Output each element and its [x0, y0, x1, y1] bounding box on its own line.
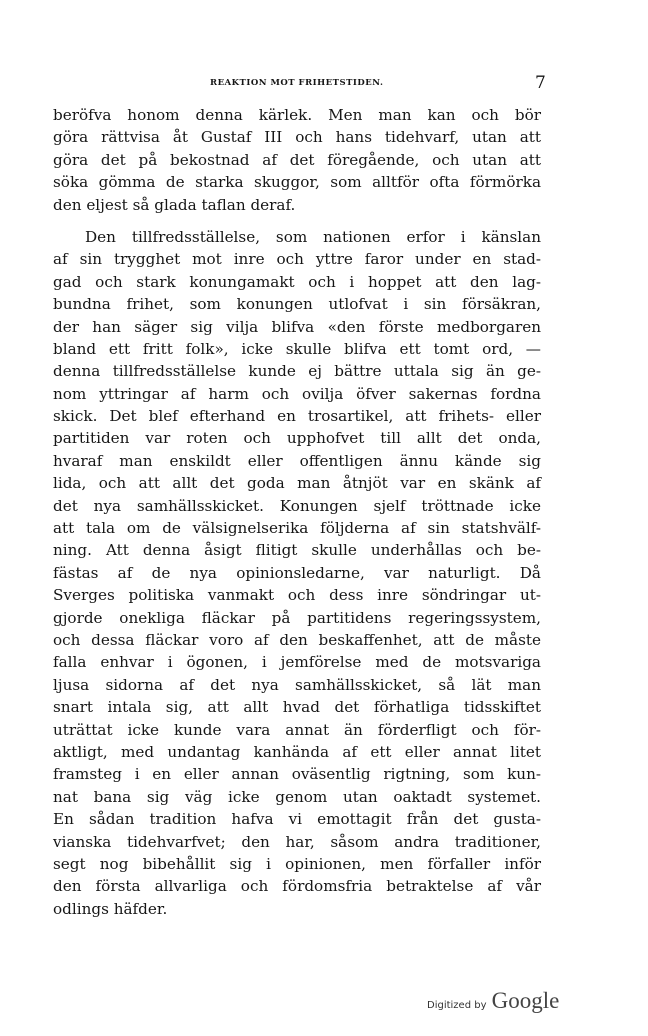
text-line: odlings häfder. — [53, 899, 168, 918]
text-line: vianska tidehvarfvet; den har, såsom andra traditioner, — [53, 832, 541, 851]
text-line: denna tillfredsställelse kunde ej bättre uttala sig än ge- — [53, 362, 541, 381]
text-line: ning. Att denna åsigt flitigt skulle underhållas och be- — [53, 541, 541, 560]
text-line: den eljest så glada taflan deraf. — [53, 195, 296, 214]
text-line: hvaraf man enskildt eller offentligen ännu kände sig — [53, 451, 541, 470]
text-line: göra det på bekostnad af det föregående, och utan att — [53, 150, 541, 169]
text-line: partitiden var roten och upphofvet till allt det onda, — [53, 429, 541, 448]
digitized-by-label: Digitized by — [427, 1000, 487, 1011]
text-line: göra rättvisa åt Gustaf III och hans tidehvarf, utan att — [53, 128, 541, 147]
text-line: bland ett fritt folk», icke skulle blifva ett tomt ord, — — [53, 339, 541, 358]
text-line: den första allvarliga och fördomsfria betraktelse af vår — [53, 877, 541, 896]
text-line: En sådan tradition hafva vi emottagit från det gusta- — [53, 810, 541, 829]
text-line: snart intala sig, att allt hvad det förhatliga tidsskiftet — [53, 698, 541, 717]
text-line: Sverges politiska vanmakt och dess inre söndringar ut- — [53, 586, 541, 605]
text-line: nom yttringar af harm och ovilja öfver sakernas fordna — [53, 384, 541, 403]
text-line: ljusa sidorna af det nya samhällsskicket, så lät man — [53, 675, 541, 694]
text-line: skick. Det blef efterhand en trosartikel, att frihets- eller — [53, 407, 541, 426]
text-line: gjorde onekliga fläckar på partitidens regeringssystem, — [53, 608, 541, 627]
running-head: REAKTION MOT FRIHETSTIDEN. — [210, 78, 384, 88]
text-line: och dessa fläckar voro af den beskaffenhet, att de måste — [53, 630, 541, 649]
text-line: fästas af de nya opinionsledarne, var naturligt. Då — [53, 563, 541, 582]
text-line: segt nog bibehållit sig i opinionen, men förfaller inför — [53, 854, 541, 873]
text-line: af sin trygghet mot inre och yttre faror under en stad- — [53, 250, 541, 269]
text-line: nat bana sig väg icke genom utan oaktadt systemet. — [53, 787, 541, 806]
body-text — [53, 104, 541, 920]
text-line: falla enhvar i ögonen, i jemförelse med de motsvariga — [53, 653, 541, 672]
text-line: framsteg i en eller annan oväsentlig rigtning, som kun- — [53, 765, 541, 784]
text-line: bundna frihet, som konungen utlofvat i sin försäkran, — [53, 295, 541, 314]
text-line: Den tillfredsställelse, som nationen erfor i känslan — [85, 227, 541, 246]
digitized-watermark — [427, 988, 559, 1014]
page-number: 7 — [535, 73, 546, 93]
text-line: lida, och att allt det goda man åtnjöt var en skänk af — [53, 474, 541, 493]
text-line: beröfva honom denna kärlek. Men man kan och bör — [53, 106, 541, 124]
text-line: gad och stark konungamakt och i hoppet att den lag- — [53, 272, 541, 291]
text-line: der han säger sig vilja blifva «den förste medborgaren — [53, 317, 541, 336]
text-line: aktligt, med undantag kanhända af ett eller annat litet — [53, 742, 541, 761]
text-line: uträttat icke kunde vara annat än förderfligt och för- — [53, 720, 541, 739]
text-line: att tala om de välsignelserika följderna af sin statshvälf- — [53, 519, 541, 538]
google-logo: Google — [491, 988, 560, 1013]
text-line: söka gömma de starka skuggor, som alltför ofta förmörka — [53, 173, 541, 192]
text-line: det nya samhällsskicket. Konungen sjelf tröttnade icke — [53, 496, 541, 515]
